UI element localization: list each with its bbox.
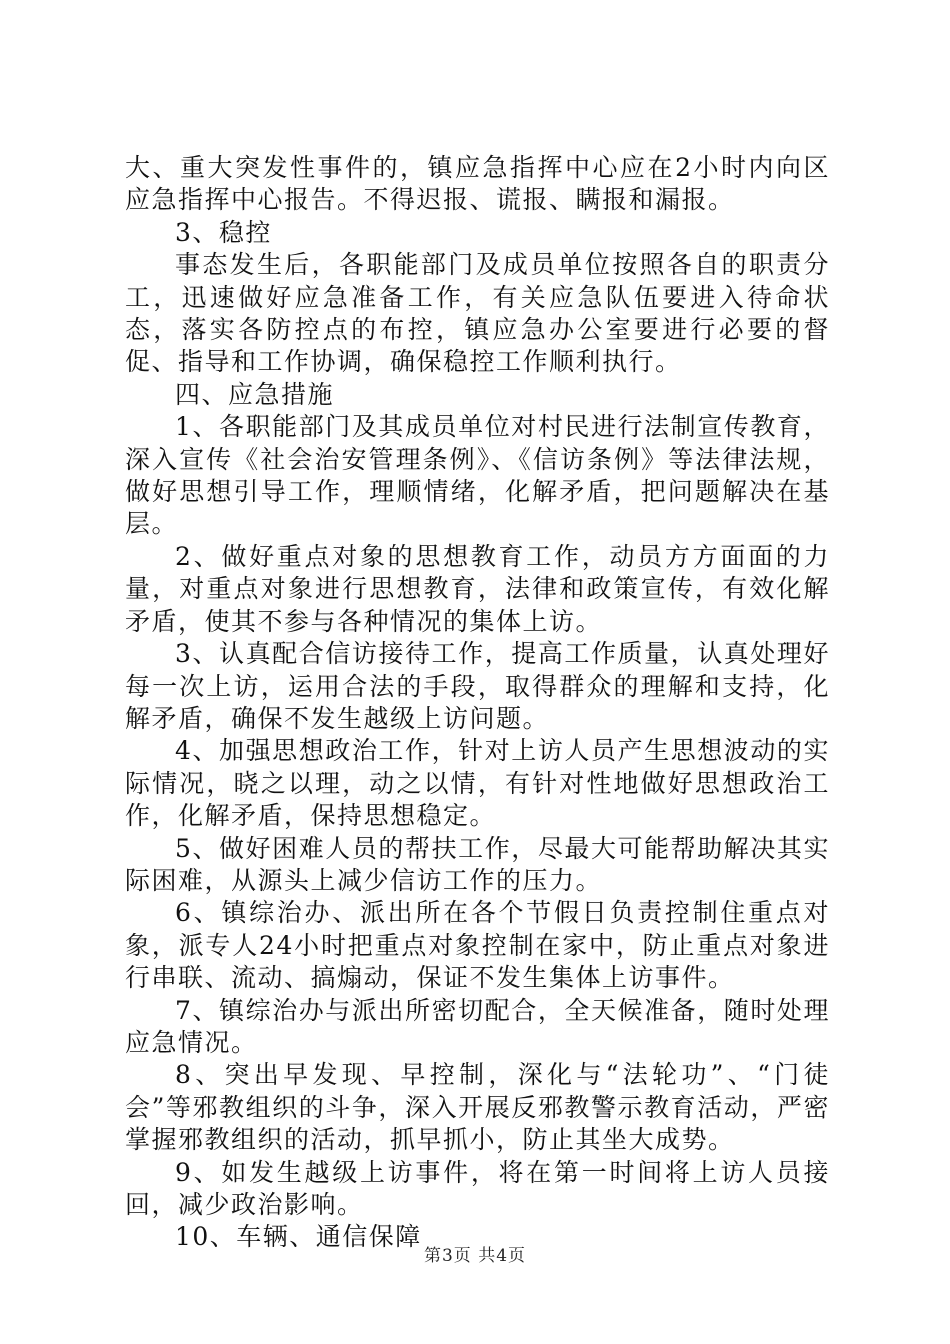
paragraph: 大、重大突发性事件的，镇应急指挥中心应在2小时内向区应急指挥中心报告。不得迟报、谎报、瞒报和漏报。 bbox=[125, 153, 830, 215]
list-item: 7、镇综治办与派出所密切配合，全天候准备，随时处理应急情况。 bbox=[125, 995, 830, 1057]
list-item: 6、镇综治办、派出所在各个节假日负责控制住重点对象，派专人24小时把重点对象控制在家中，防止重点对象进行串联、流动、搞煽动，保证不发生集体上访事件。 bbox=[125, 898, 830, 993]
list-item: 9、如发生越级上访事件，将在第一时间将上访人员接回，减少政治影响。 bbox=[125, 1157, 830, 1219]
list-item: 2、做好重点对象的思想教育工作，动员方方面面的力量，对重点对象进行思想教育，法律和政策宣传，有效化解矛盾，使其不参与各种情况的集体上访。 bbox=[125, 541, 830, 636]
list-item: 1、各职能部门及其成员单位对村民进行法制宣传教育，深入宣传《社会治安管理条例》、《信访条例》等法律法规，做好思想引导工作，理顺情绪，化解矛盾，把问题解决在基层。 bbox=[125, 412, 830, 539]
list-item: 4、加强思想政治工作，针对上访人员产生思想波动的实际情况，晓之以理，动之以情，有针对性地做好思想政治工作，化解矛盾，保持思想稳定。 bbox=[125, 736, 830, 831]
list-item: 8、突出早发现、早控制，深化与“法轮功”、“门徒会”等邪教组织的斗争，深入开展反邪教警示教育活动，严密掌握邪教组织的活动，抓早抓小，防止其坐大成势。 bbox=[125, 1060, 830, 1155]
page-number-footer: 第3页 共4页 bbox=[423, 1246, 527, 1266]
list-item: 3、认真配合信访接待工作，提高工作质量，认真处理好每一次上访，运用合法的手段，取得群众的理解和支持，化解矛盾，确保不发生越级上访问题。 bbox=[125, 639, 830, 733]
section-heading: 3、稳控 bbox=[175, 217, 272, 247]
document-body bbox=[125, 152, 830, 1254]
section-heading: 四、应急措施 bbox=[175, 379, 335, 409]
paragraph: 事态发生后，各职能部门及成员单位按照各自的职责分工，迅速做好应急准备工作，有关应急队伍要进入待命状态，落实各防控点的布控，镇应急办公室要进行必要的督促、指导和工作协调，确保稳控工作顺利执行。 bbox=[125, 250, 830, 377]
list-item: 5、做好困难人员的帮扶工作，尽最大可能帮助解决其实际困难，从源头上减少信访工作的压力。 bbox=[125, 833, 830, 895]
list-item: 10、车辆、通信保障 bbox=[175, 1222, 422, 1252]
